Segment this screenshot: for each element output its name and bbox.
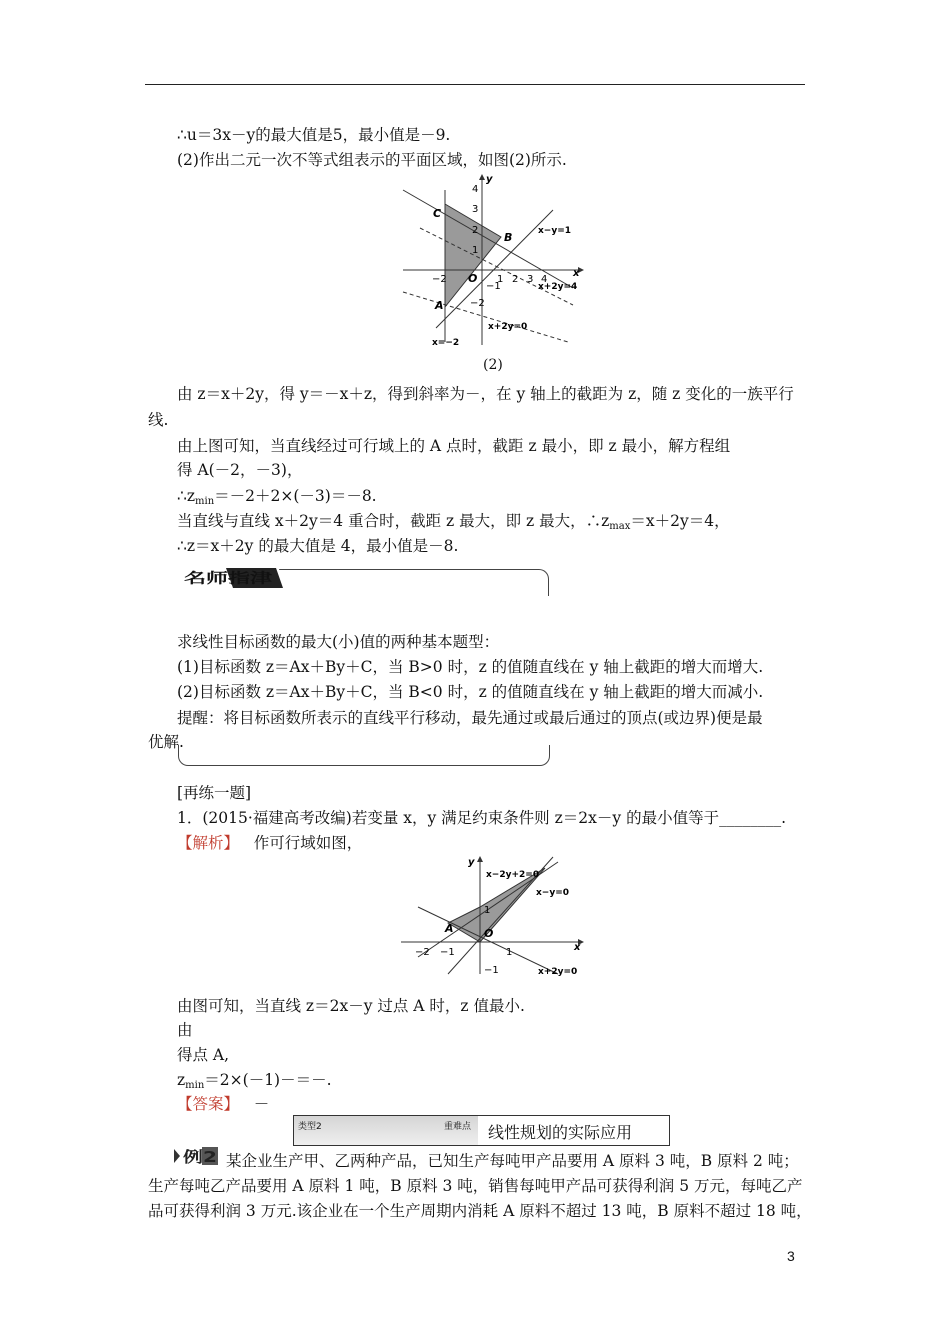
axis-y-label: y [468,857,475,868]
tick-y: 1 [472,245,479,256]
axis-x-label: x [574,942,581,953]
line-3: 由 z＝x＋2y，得 y＝－x＋z，得到斜率为－，在 y 轴上的截距为 z，随 z 变化的一族平行 [177,385,794,403]
tick-x: −2 [415,947,430,958]
subscript: min [195,496,215,507]
label-l3: x+2y=0 [538,967,578,977]
analysis-line [177,831,362,853]
line-5: 得 A(－2，－3)， [177,461,303,479]
analysis-text: 作可行域如图， [253,834,363,852]
tip-line-2: (1)目标函数 z＝Ax＋By＋C，当 B>0 时，z 的值随直线在 y 轴上截距的增大而增大. [177,658,764,676]
tick-y: −2 [470,298,485,309]
line-8: ∴z＝x＋2y 的最大值是 4，最小值是－8. [177,537,459,555]
line-3b: 线. [148,411,169,429]
label-C: C [433,207,442,220]
subscript: max [609,521,631,532]
tick-x: −1 [440,947,455,958]
tip-line-3: (2)目标函数 z＝Ax＋By＋C，当 B<0 时，z 的值随直线在 y 轴上截距的增大而减小. [177,683,764,701]
figure-caption: (2) [483,357,503,373]
tick-x: 1 [497,274,504,285]
label-A: A [435,299,444,312]
text: z [177,1071,186,1089]
text: ＝x＋2y＝4， [630,512,730,530]
line-2: (2)作出二元一次不等式组表示的平面区域，如图(2)所示. [177,151,567,169]
tick-x: −2 [432,274,447,285]
tick-y: 4 [472,184,479,195]
label-x2y4: x+2y=4 [538,282,578,292]
practice-line-2: 由 [177,1021,193,1039]
analysis-label: 【解析】 [177,834,240,852]
tick-x: 2 [512,274,519,285]
example-badge [174,1145,218,1167]
tick-y: −1 [486,281,501,292]
example-line-2: 生产每吨乙产品要用 A 原料 1 吨，B 原料 3 吨，销售每吨甲产品可获得利润 5 万元，每吨乙产 [148,1177,803,1195]
line-1: ∴u＝3x－y的最大值是5，最小值是－9. [177,126,451,144]
example-line-3: 品可获得利润 3 万元.该企业在一个生产周期内消耗 A 原料不超过 13 吨，B 原料不超过 18 吨， [148,1202,812,1220]
line-7 [177,509,730,532]
tick-x: 4 [541,274,548,285]
feasible-region-graph-2 [398,170,588,350]
label-x-m2: x=−2 [432,338,460,348]
label-l1: x−2y+2=0 [486,870,540,880]
answer-label: 【答案】 [177,1095,240,1113]
label-B: B [504,231,513,244]
line-4: 由上图可知，当直线经过可行域上的 A 点时，截距 z 最小，即 z 最小，解方程组 [177,437,731,455]
banner-tag: 重难点 [444,1122,472,1132]
header-rule [145,84,805,85]
banner-title: 线性规划的实际应用 [488,1123,633,1142]
tick-y: 1 [484,905,491,916]
tip-label: 名师指津 [184,571,240,587]
answer-text: － [253,1095,270,1113]
tip-line-4: 提醒：将目标函数所表示的直线平行移动，最先通过或最后通过的顶点(或边界)便是最 [177,709,763,727]
label-x-y-1: x−y=1 [538,226,572,236]
page-number: 3 [787,1248,795,1264]
text: ＝－2＋2×(－3)＝－8. [214,487,377,505]
tick-y: 3 [472,204,479,215]
text: 当直线与直线 x＋2y＝4 重合时，截距 z 最大，即 z 最大，∴z [177,512,610,530]
practice-question: 1．(2015·福建高考改编)若变量 x，y 满足约束条件则 z＝2x－y 的最小值等于________. [177,809,786,827]
label-A: A [445,922,454,935]
practice-line-4 [177,1068,332,1091]
tick-x: 1 [506,947,513,958]
label-O: O [484,927,494,940]
practice-heading: [再练一题] [177,784,252,802]
tick-x: 3 [527,274,534,285]
tick-y: 2 [472,225,479,236]
example-badge-text: 例2 [183,1148,217,1166]
axis-y-label: y [486,174,493,185]
practice-line-3: 得点 A, [177,1046,230,1064]
tip-line-1: 求线性目标函数的最大(小)值的两种基本题型： [177,633,500,651]
section-banner [293,1115,670,1146]
tip-line-5: 优解. [148,733,184,751]
example-line-1: 某企业生产甲、乙两种产品，已知生产每吨甲产品要用 A 原料 3 吨，B 原料 2 吨； [226,1152,799,1170]
answer-line [177,1092,269,1114]
feasible-region-graph-practice [398,852,588,980]
label-l2: x−y=0 [536,888,570,898]
banner-left [294,1116,478,1145]
text: ∴z [177,487,196,505]
text: ＝2×(－1)－＝－. [204,1071,332,1089]
tip-box-bottom [178,745,550,766]
subscript: min [185,1080,205,1091]
banner-type: 类型2 [298,1122,322,1132]
practice-line-1: 由图可知，当直线 z＝2x－y 过点 A 时，z 值最小. [177,997,525,1015]
tick-y: −1 [484,965,499,976]
label-x2y0: x+2y=0 [488,322,528,332]
label-O: O [468,272,478,285]
axis-x-label: x [573,268,580,279]
tip-header [178,566,286,590]
line-6 [177,484,377,507]
